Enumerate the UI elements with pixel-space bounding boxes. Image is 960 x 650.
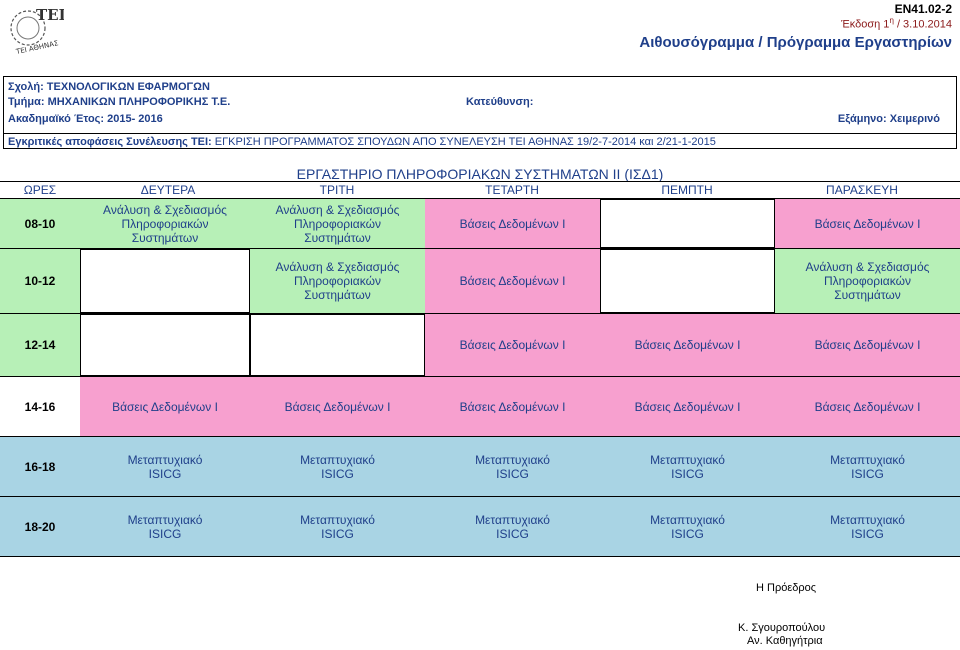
cell-line: Μεταπτυχιακό [830, 452, 905, 467]
cell-line: Μεταπτυχιακό [475, 452, 550, 467]
direction-label: Κατεύθυνση: [466, 96, 534, 108]
cell-line: Ανάλυση & Σχεδιασμός [275, 202, 400, 217]
document-code: ΕΝ41.02-2 [894, 2, 952, 16]
svg-text:ΤΕΙ ΑΘΗΝΑΣ: ΤΕΙ ΑΘΗΝΑΣ [15, 39, 60, 56]
schedule-cell [80, 437, 250, 496]
schedule-cell [425, 437, 600, 496]
cell-line: ISICG [496, 466, 529, 481]
cell-line: Βάσεις Δεδομένων Ι [814, 338, 921, 352]
cell-line: ISICG [148, 526, 182, 541]
cell-line: ISICG [148, 466, 182, 481]
cell-line: Συστημάτων [131, 230, 199, 245]
cell-line: Μεταπτυχιακό [650, 512, 725, 527]
table-row [0, 437, 960, 497]
cell-line: Συστημάτων [304, 288, 371, 302]
cell-line: Μεταπτυχιακό [127, 452, 203, 467]
semester-label: Εξάμηνο: Χειμερινό [837, 113, 940, 125]
schedule-cell [425, 199, 600, 248]
time-slot: 10-12 [24, 274, 56, 288]
schedule-cell [600, 497, 775, 556]
cell-line: Βάσεις Δεδομένων Ι [634, 399, 741, 414]
empty-cell [80, 314, 250, 376]
empty-cell [600, 249, 775, 313]
signature-title: Αν. Καθηγήτρια [747, 635, 823, 647]
table-row [0, 199, 960, 249]
empty-cell [250, 314, 425, 376]
table-row [0, 497, 960, 557]
cell-line: Ανάλυση & Σχεδιασμός [275, 260, 400, 274]
cell-line: Μεταπτυχιακό [127, 512, 203, 527]
signature-role: Η Πρόεδρος [756, 582, 817, 594]
schedule-cell [425, 497, 600, 556]
tei-athens-logo [6, 4, 64, 56]
document-version: Έκδοση $1^\eta / 3.10.2014$ [841, 16, 952, 31]
schedule-cell [250, 437, 425, 496]
cell-line: ISICG [851, 466, 884, 481]
table-row [0, 377, 960, 437]
cell-line: Μεταπτυχιακό [300, 452, 375, 467]
schedule-cell [425, 377, 600, 436]
cell-line: ISICG [671, 526, 704, 541]
svg-text:ΤΕΙ: ΤΕΙ [36, 6, 64, 24]
cell-line: Ανάλυση & Σχεδιασμός [103, 202, 227, 217]
table-row [0, 314, 960, 377]
cell-line: Μεταπτυχιακό [650, 452, 725, 467]
schedule-cell [80, 377, 250, 436]
cell-line: ISICG [851, 526, 884, 541]
cell-line: Πληροφοριακών [294, 274, 381, 288]
cell-line: ISICG [321, 466, 354, 481]
schedule-cell [250, 249, 425, 313]
cell-line: Συστημάτων [834, 288, 901, 302]
schedule-cell [600, 437, 775, 496]
time-slot: 16-18 [24, 459, 56, 474]
schedule-cell [775, 377, 960, 436]
header-thursday: ΠΕΜΠΤΗ [661, 183, 713, 197]
schedule-cell [775, 314, 960, 376]
department-label: Τμήμα: ΜΗΧΑΝΙΚΩΝ ΠΛΗΡΟΦΟΡΙΚΗΣ Τ.Ε. [8, 96, 231, 108]
schedule-cell [425, 314, 600, 376]
cell-line: Συστημάτων [304, 230, 371, 245]
cell-line: Βάσεις Δεδομένων Ι [284, 399, 391, 414]
lab-title: ΕΡΓΑΣΤΗΡΙΟ ΠΛΗΡΟΦΟΡΙΑΚΩΝ ΣΥΣΤΗΜΑΤΩΝ ΙΙ (ΙΣΔ1) [296, 166, 664, 182]
schedule-cell [775, 249, 960, 313]
empty-cell [80, 249, 250, 313]
cell-line: ISICG [671, 466, 704, 481]
header-tuesday: ΤΡΙΤΗ [319, 183, 355, 197]
cell-line: Μεταπτυχιακό [830, 512, 905, 527]
time-slot: 12-14 [24, 338, 56, 352]
info-box [3, 76, 957, 149]
schedule-cell [600, 377, 775, 436]
cell-line: Βάσεις Δεδομένων Ι [459, 274, 566, 288]
signature-name: Κ. Σγουροπούλου [738, 622, 826, 634]
schedule-cell [250, 199, 425, 248]
schedule-cell [600, 314, 775, 376]
approval-decisions: Εγκριτικές αποφάσεις Συνέλευσης ΤΕΙ: ΕΓΚΡΙΣΗ ΠΡΟΓΡΑΜΜΑΤΟΣ ΣΠΟΥΔΩΝ ΑΠΟ ΣΥΝΕΛΕΥΣΗ ΤΕΙ ΑΘΗΝΑΣ 19/2-7-2014 και 2/21-1-2015 [8, 136, 716, 148]
cell-line: Ανάλυση & Σχεδιασμός [805, 260, 930, 274]
cell-line: ISICG [496, 526, 529, 541]
cell-line: Βάσεις Δεδομένων Ι [112, 399, 218, 414]
cell-line: Βάσεις Δεδομένων Ι [459, 338, 566, 352]
cell-line: ISICG [321, 526, 354, 541]
cell-line: Μεταπτυχιακό [475, 512, 550, 527]
school-label: Σχολή: ΤΕΧΝΟΛΟΓΙΚΩΝ ΕΦΑΡΜΟΓΩΝ [8, 81, 210, 93]
cell-line: Μεταπτυχιακό [300, 512, 375, 527]
header-friday: ΠΑΡΑΣΚΕΥΗ [826, 183, 898, 197]
header-wednesday: ΤΕΤΑΡΤΗ [485, 183, 539, 197]
time-slot: 08-10 [24, 216, 56, 231]
empty-cell [600, 199, 775, 248]
header-monday: ΔΕΥΤΕΡΑ [140, 183, 196, 197]
schedule-cell [775, 199, 960, 248]
schedule-cell [425, 249, 600, 313]
cell-line: Βάσεις Δεδομένων Ι [814, 216, 921, 231]
academic-year-label: Ακαδημαϊκό Έτος: 2015- 2016 [8, 113, 163, 125]
schedule-cell [250, 497, 425, 556]
schedule-cell [775, 437, 960, 496]
cell-line: Βάσεις Δεδομένων Ι [814, 399, 921, 414]
day-header-row [0, 181, 960, 199]
schedule-cell [80, 497, 250, 556]
cell-line: Βάσεις Δεδομένων Ι [459, 216, 566, 231]
cell-line: Πληροφοριακών [121, 216, 209, 231]
time-slot: 14-16 [24, 399, 56, 414]
header-hours: ΩΡΕΣ [23, 183, 57, 197]
time-slot: 18-20 [24, 519, 56, 534]
table-row [0, 249, 960, 314]
schedule-cell [250, 377, 425, 436]
document-title: Αιθουσόγραμμα / Πρόγραμμα Εργαστηρίων [639, 34, 952, 51]
cell-line: Βάσεις Δεδομένων Ι [634, 338, 741, 352]
cell-line: Πληροφοριακών [824, 274, 911, 288]
schedule-cell [80, 199, 250, 248]
cell-line: Βάσεις Δεδομένων Ι [459, 399, 566, 414]
schedule-cell [775, 497, 960, 556]
cell-line: Πληροφοριακών [294, 216, 381, 231]
